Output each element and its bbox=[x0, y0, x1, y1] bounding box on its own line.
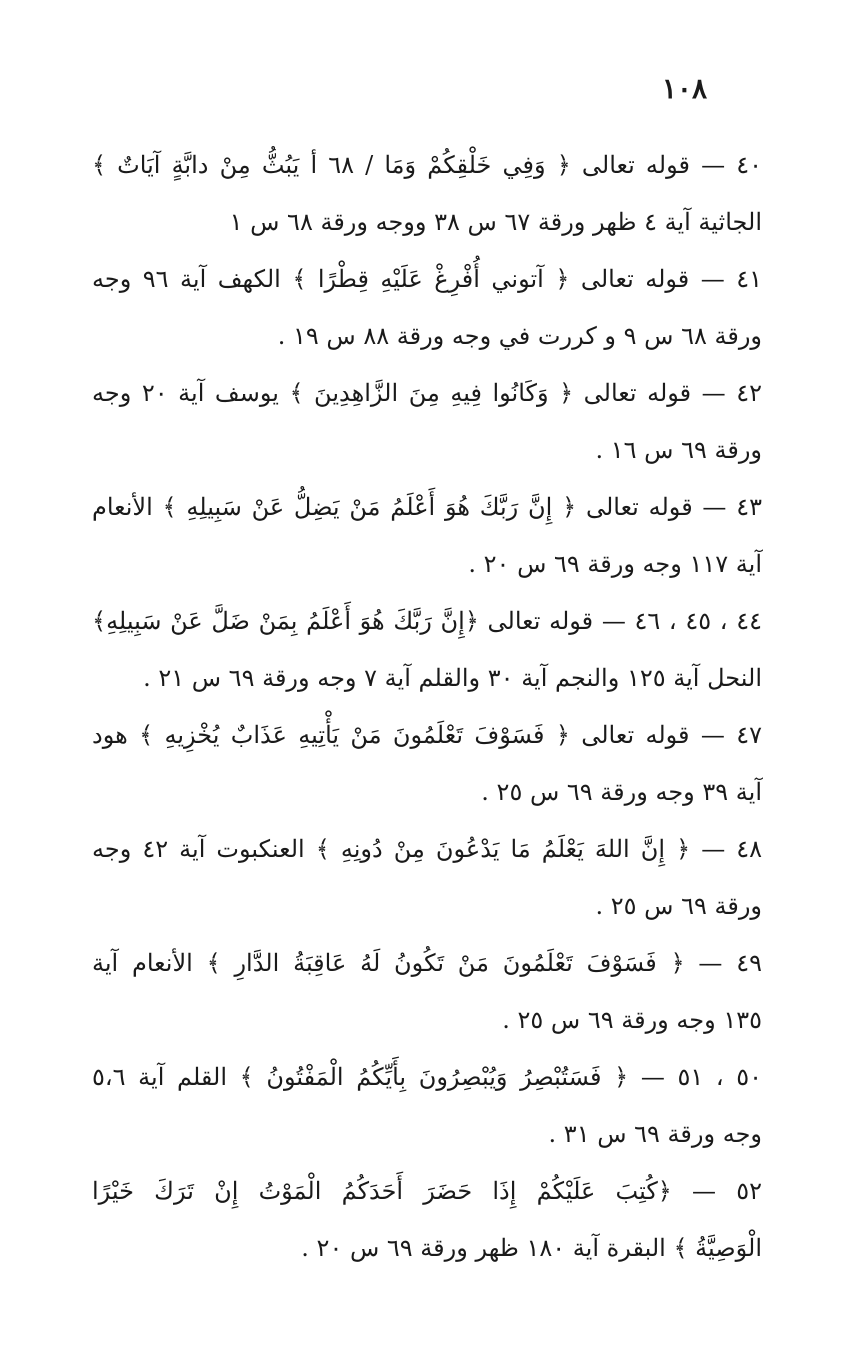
entry-line: ورقة ٦٨ س ٩ و كررت في وجه ورقة ٨٨ س ١٩ . bbox=[277, 322, 762, 350]
entry-52 bbox=[92, 1176, 762, 1263]
entry-line: ٤٨ — ﴿ إِنَّ اللهَ يَعْلَمُ مَا يَدْعُونَ مِنْ دُونِهِ ﴾ العنكبوت آية ٤٢ وجه bbox=[92, 835, 763, 863]
entry-40 bbox=[92, 150, 762, 237]
entry-line: ٤١ — قوله تعالى ﴿ آتوني أُفْرِغْ عَلَيْهِ قِطْرًا ﴾ الكهف آية ٩٦ وجه bbox=[92, 265, 762, 293]
entry-line: الجاثية آية ٤ ظهر ورقة ٦٧ س ٣٨ ووجه ورقة ٦٨ س ١ bbox=[229, 208, 762, 236]
entry-42 bbox=[92, 378, 762, 465]
entry-line: وجه ورقة ٦٩ س ٣١ . bbox=[548, 1120, 762, 1148]
entry-43 bbox=[92, 492, 762, 579]
entry-line: آية ١١٧ وجه ورقة ٦٩ س ٢٠ . bbox=[468, 550, 762, 578]
entry-line: الْوَصِيَّةُ ﴾ البقرة آية ١٨٠ ظهر ورقة ٦٩ س ٢٠ . bbox=[301, 1234, 762, 1262]
entry-44-46 bbox=[92, 606, 762, 693]
entry-line: ١٣٥ وجه ورقة ٦٩ س ٢٥ . bbox=[502, 1006, 762, 1034]
entry-48 bbox=[92, 834, 762, 921]
entry-line: ٤٢ — قوله تعالى ﴿ وَكَانُوا فِيهِ مِنَ الزَّاهِدِينَ ﴾ يوسف آية ٢٠ وجه bbox=[92, 379, 762, 407]
entry-line: ٥٢ — ﴿كُتِبَ عَلَيْكُمْ إِذَا حَضَرَ أَحَدَكُمُ الْمَوْتُ إِنْ تَرَكَ خَيْرًا bbox=[92, 1177, 762, 1205]
entry-50-51 bbox=[92, 1062, 762, 1149]
entry-line: النحل آية ١٢٥ والنجم آية ٣٠ والقلم آية ٧ وجه ورقة ٦٩ س ٢١ . bbox=[143, 664, 762, 692]
entry-line: ٤٩ — ﴿ فَسَوْفَ تَعْلَمُونَ مَنْ تَكُونُ لَهُ عَاقِبَةُ الدَّارِ ﴾ الأنعام آية bbox=[92, 949, 762, 977]
entry-47 bbox=[92, 720, 762, 807]
entry-line: ٤٣ — قوله تعالى ﴿ إِنَّ رَبَّكَ هُوَ أَعْلَمُ مَنْ يَضِلُّ عَنْ سَبِيلِهِ ﴾ الأنعام bbox=[92, 493, 762, 521]
page-number: ١٠٨ bbox=[661, 72, 707, 105]
entry-line: ٤٠ — قوله تعالى ﴿ وَفِي خَلْقِكُمْ وَمَا / ٦٨ أ يَبُثُّ مِنْ دابَّةٍ آيَاتٌ ﴾ bbox=[92, 151, 762, 179]
entry-line: ورقة ٦٩ س ١٦ . bbox=[595, 436, 762, 464]
entries-list bbox=[92, 150, 762, 1290]
entry-line: ورقة ٦٩ س ٢٥ . bbox=[595, 892, 762, 920]
entry-line: آية ٣٩ وجه ورقة ٦٩ س ٢٥ . bbox=[481, 778, 762, 806]
entry-line: ٤٤ ، ٤٥ ، ٤٦ — قوله تعالى ﴿إِنَّ رَبَّكَ هُوَ أَعْلَمُ بِمَنْ ضَلَّ عَنْ سَبِيلِهِ﴾ bbox=[92, 607, 762, 635]
entry-line: ٥٠ ، ٥١ — ﴿ فَسَتُبْصِرُ وَيُبْصِرُونَ بِأَيِّكُمُ الْمَفْتُونُ ﴾ القلم آية ٥،٦ bbox=[92, 1063, 762, 1091]
entry-line: ٤٧ — قوله تعالى ﴿ فَسَوْفَ تَعْلَمُونَ مَنْ يَأْتِيهِ عَذَابٌ يُخْزِيهِ ﴾ هود bbox=[92, 721, 762, 749]
entry-41 bbox=[92, 264, 762, 351]
entry-49 bbox=[92, 948, 762, 1035]
